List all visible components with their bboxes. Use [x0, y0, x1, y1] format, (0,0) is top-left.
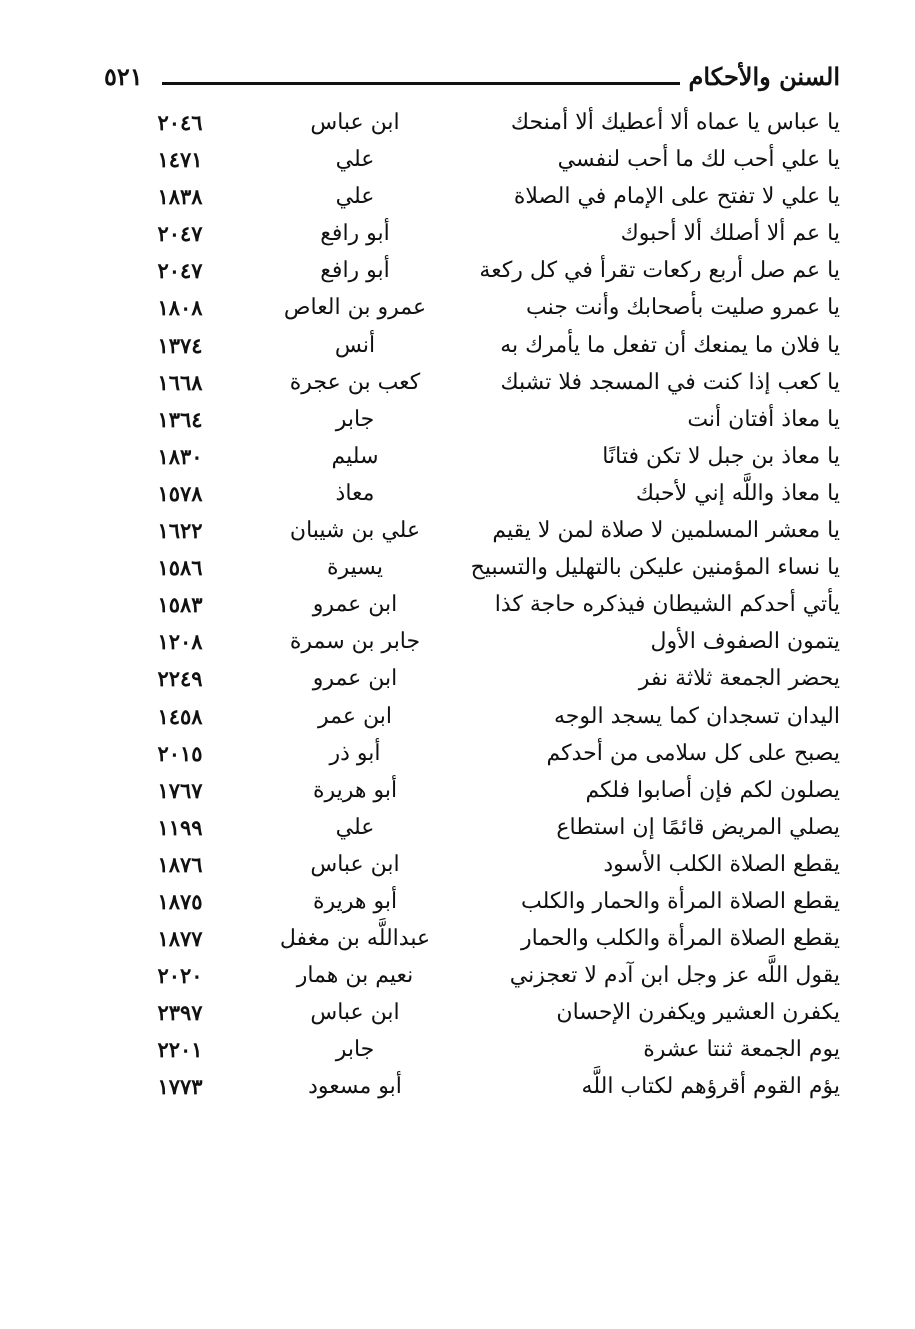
hadith-text: اليدان تسجدان كما يسجد الوجه: [554, 703, 840, 729]
index-row: [100, 438, 840, 475]
narrator-name: معاذ: [335, 480, 375, 506]
hadith-number: ٢٢٠١: [157, 1037, 203, 1063]
index-row: [100, 549, 840, 586]
index-row: [100, 401, 840, 438]
index-row: [100, 104, 840, 141]
hadith-number: ٢٠٤٦: [157, 110, 203, 135]
narrator-name: أبو هريرة: [312, 777, 398, 803]
index-row: [100, 1031, 840, 1068]
hadith-text: يقطع الصلاة الكلب الأسود: [603, 851, 840, 877]
hadith-text: يقول اللَّه عز وجل ابن آدم لا تعجزني: [509, 963, 840, 989]
hadith-number: ١٨٠٨: [157, 295, 203, 321]
hadith-number: ١٦٦٨: [157, 369, 203, 395]
hadith-text: يا علي لا تفتح على الإمام في الصلاة: [513, 184, 840, 210]
index-row: [100, 215, 840, 252]
hadith-text: يحضر الجمعة ثلاثة نفر: [638, 666, 840, 692]
hadith-text: يا فلان ما يمنعك أن تفعل ما يأمرك به: [500, 332, 840, 358]
narrator-name: كعب بن عجرة: [289, 369, 421, 395]
narrator-name: أبو ذر: [329, 740, 381, 766]
hadith-text: يا عم صل أربع ركعات تقرأ في كل ركعة: [479, 258, 840, 284]
hadith-number: ١٨٧٦: [157, 851, 203, 877]
hadith-text: يوم الجمعة ثنتا عشرة: [643, 1037, 840, 1063]
narrator-name: نعيم بن همار: [296, 963, 414, 989]
hadith-number: ١٤٥٨: [157, 703, 203, 729]
index-row: [100, 772, 840, 809]
header-rule: [162, 82, 680, 85]
narrator-name: أبو رافع: [320, 258, 390, 284]
hadith-text: يكفرن العشير ويكفرن الإحسان: [556, 1000, 840, 1026]
narrator-name: عبداللَّه بن مغفل: [279, 926, 431, 952]
index-row: [100, 623, 840, 660]
narrator-name: علي: [335, 814, 375, 840]
narrator-name: جابر بن سمرة: [289, 629, 421, 655]
hadith-text: يا كعب إذا كنت في المسجد فلا تشبك: [500, 369, 840, 395]
index-row: [100, 364, 840, 401]
hadith-number: ١٤٧١: [157, 147, 203, 173]
hadith-text: يتمون الصفوف الأول: [650, 629, 840, 655]
narrator-name: جابر: [335, 406, 375, 432]
narrator-name: علي: [335, 184, 375, 210]
index-row: [100, 957, 840, 994]
index-row: [100, 698, 840, 735]
narrator-name: ابن عمرو: [312, 666, 398, 692]
narrator-name: ابن عمرو: [312, 592, 398, 618]
narrator-name: ابن عباس: [310, 1000, 400, 1026]
hadith-number: ٢٠١٥: [157, 740, 203, 766]
hadith-number: ١١٩٩: [157, 814, 203, 840]
hadith-text: يصبح على كل سلامى من أحدكم: [546, 740, 840, 766]
hadith-text: يا عم ألا أصلك ألا أحبوك: [620, 221, 840, 247]
index-row: [100, 178, 840, 215]
index-row: [100, 846, 840, 883]
hadith-number: ٢٠٤٧: [157, 258, 203, 284]
hadith-number: ١٣٦٤: [157, 406, 203, 432]
page-header: [100, 62, 840, 102]
narrator-name: علي بن شيبان: [289, 518, 421, 544]
hadith-text: يا نساء المؤمنين عليكن بالتهليل والتسبيح: [470, 555, 840, 581]
hadith-number: ٢٣٩٧: [157, 1000, 203, 1026]
hadith-number: ١٧٦٧: [157, 777, 203, 803]
index-row: [100, 141, 840, 178]
hadith-number: ٢٠٤٧: [157, 221, 203, 247]
hadith-number: ٢٢٤٩: [157, 666, 203, 692]
hadith-text: يقطع الصلاة المرأة والحمار والكلب: [521, 888, 840, 914]
hadith-number: ١٥٨٦: [157, 555, 203, 581]
narrator-name: عمرو بن العاص: [283, 295, 427, 321]
narrator-name: علي: [335, 147, 375, 173]
hadith-number: ١٨٣٠: [157, 443, 203, 469]
hadith-number: ١٢٠٨: [157, 629, 203, 655]
index-row: [100, 994, 840, 1031]
hadith-text: يا معشر المسلمين لا صلاة لمن لا يقيم: [492, 518, 840, 544]
hadith-text: يقطع الصلاة المرأة والكلب والحمار: [521, 926, 840, 952]
index-row: [100, 1068, 840, 1105]
index-row: [100, 327, 840, 364]
hadith-number: ١٨٧٥: [157, 888, 203, 914]
hadith-index-table: [100, 104, 840, 1106]
narrator-name: أبو مسعود: [308, 1074, 402, 1100]
hadith-number: ١٥٨٣: [157, 592, 203, 618]
hadith-text: يا معاذ بن جبل لا تكن فتانًا: [602, 443, 840, 469]
hadith-text: يصلي المريض قائمًا إن استطاع: [556, 814, 840, 840]
narrator-name: أبو رافع: [320, 221, 390, 247]
narrator-name: يسيرة: [326, 555, 384, 581]
index-row: [100, 920, 840, 957]
hadith-text: يؤم القوم أقرؤهم لكتاب اللَّه: [581, 1074, 840, 1100]
hadith-text: يا معاذ أفتان أنت: [687, 406, 840, 432]
narrator-name: سليم: [331, 443, 379, 469]
index-row: [100, 586, 840, 623]
index-row: [100, 512, 840, 549]
index-row: [100, 809, 840, 846]
hadith-text: يا عمرو صليت بأصحابك وأنت جنب: [526, 295, 840, 321]
hadith-number: ١٨٣٨: [157, 184, 203, 210]
index-row: [100, 883, 840, 920]
hadith-number: ١٦٢٢: [157, 518, 203, 544]
hadith-text: يا علي أحب لك ما أحب لنفسي: [557, 147, 840, 173]
hadith-text: يصلون لكم فإن أصابوا فلكم: [585, 777, 840, 803]
index-row: [100, 289, 840, 326]
narrator-name: ابن عمر: [318, 703, 392, 729]
hadith-number: ١٨٧٧: [157, 926, 203, 952]
narrator-name: ابن عباس: [310, 110, 400, 135]
hadith-number: ٢٠٢٠: [157, 963, 203, 989]
index-row: [100, 660, 840, 697]
narrator-name: ابن عباس: [310, 851, 400, 877]
index-row: [100, 475, 840, 512]
index-row: [100, 735, 840, 772]
narrator-name: أبو هريرة: [312, 888, 398, 914]
hadith-number: ١٣٧٤: [157, 332, 203, 358]
hadith-text: يا معاذ واللَّه إني لأحبك: [635, 480, 840, 506]
hadith-text: يأتي أحدكم الشيطان فيذكره حاجة كذا: [494, 592, 840, 618]
hadith-number: ١٧٧٣: [157, 1074, 203, 1100]
hadith-number: ١٥٧٨: [157, 480, 203, 506]
hadith-text: يا عباس يا عماه ألا أعطيك ألا أمنحك: [510, 110, 840, 135]
narrator-name: أنس: [334, 332, 376, 358]
index-row: [100, 252, 840, 289]
page-number: ٥٢١: [104, 62, 143, 91]
narrator-name: جابر: [335, 1037, 375, 1063]
running-title: السنن والأحكام: [688, 62, 840, 91]
